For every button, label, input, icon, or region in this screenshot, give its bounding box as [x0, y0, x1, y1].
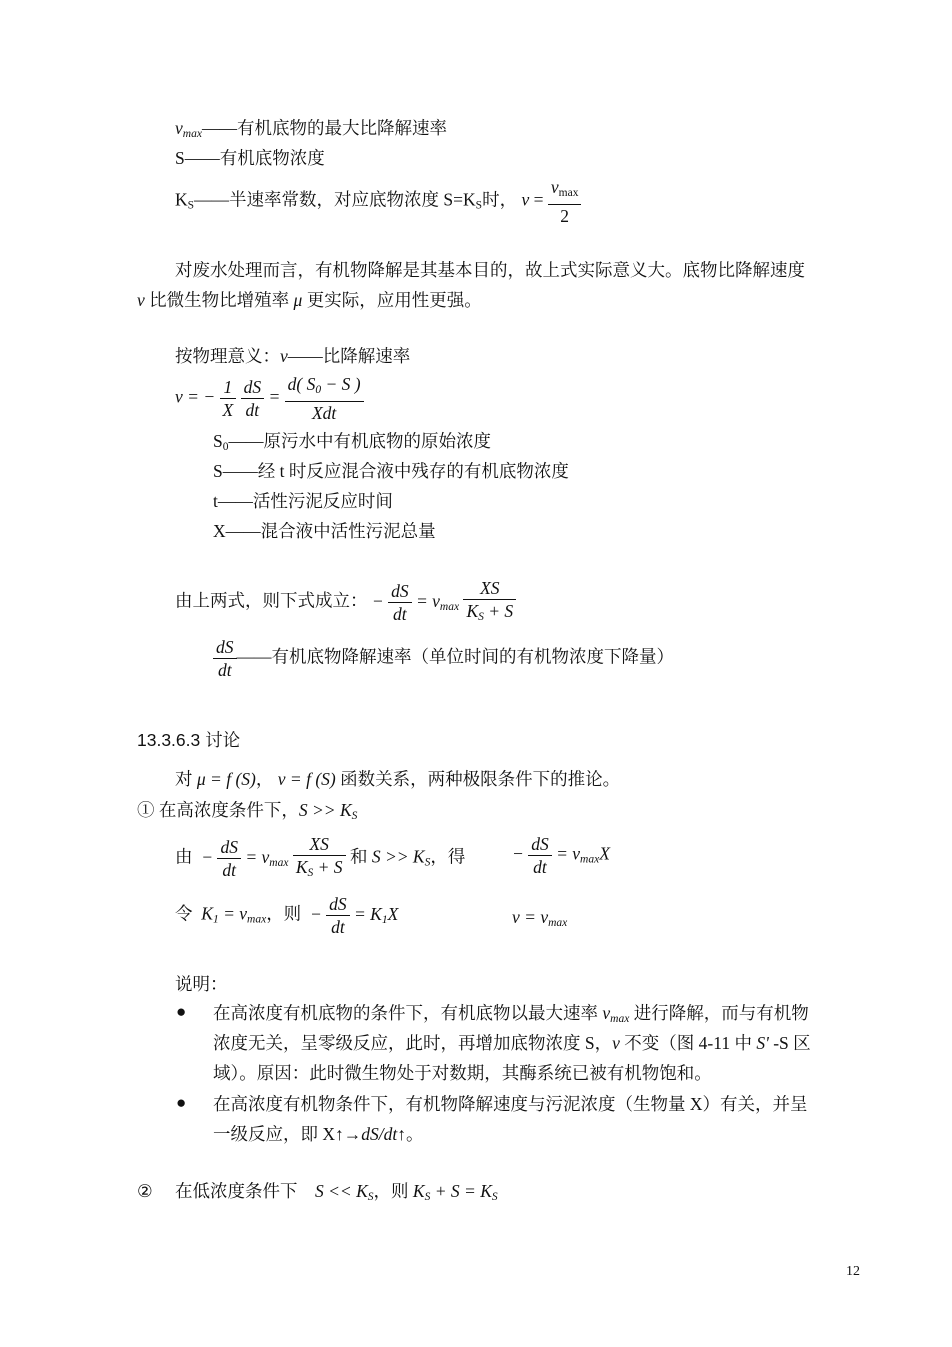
case2-line	[175, 1178, 498, 1210]
intro-sep: ，	[255, 769, 278, 789]
case2-cond-sub: S	[367, 1191, 374, 1203]
b1-text-b: 进行降解，而与有机物	[629, 1003, 809, 1023]
case2-label: ②	[137, 1181, 153, 1201]
def-desc: ——混合液中活性污泥总量	[225, 521, 436, 541]
k-sub: 1	[212, 913, 219, 926]
vmax-sub: max	[610, 1013, 630, 1025]
b2-l2b: ↑。	[397, 1124, 424, 1144]
vmax-sub: max	[548, 917, 568, 929]
frac-den: dt	[388, 602, 412, 625]
minus: −	[201, 846, 214, 867]
and: 和	[349, 846, 372, 867]
bullet1-line1	[213, 1000, 809, 1032]
eq2-row	[175, 893, 398, 938]
x: X	[599, 843, 610, 864]
frac2-den-s: + S	[483, 601, 514, 621]
page-number: 12	[846, 1264, 860, 1279]
bullet2-line1: 在高浓度有机物条件下，有机物降解速度与污泥浓度（生物量 X）有关，并呈	[213, 1094, 808, 1114]
case1-cond: S >> K	[298, 800, 352, 820]
bullet-dot-icon: ●	[176, 1002, 187, 1021]
def-desc: ——经 t 时反应混合液中残存的有机底物浓度	[222, 461, 569, 481]
ks-definition	[175, 176, 581, 227]
ks-symbol: K	[175, 189, 188, 210]
v-eq: v = v	[512, 907, 549, 927]
ks-time: 时，	[482, 189, 518, 210]
b1-text: 在高浓度有机底物的条件下，有机底物以最大速率	[213, 1003, 603, 1023]
eq2-v	[512, 904, 567, 936]
case2-cond: S << K	[315, 1181, 368, 1201]
rate-den: dt	[213, 658, 237, 681]
rate-definition	[213, 636, 674, 681]
k-sub: 1	[381, 913, 388, 926]
vmax-sub: max	[439, 600, 460, 613]
def-desc: ——原污水中有机底物的原始浓度	[228, 431, 491, 451]
ks-subscript: S	[187, 199, 195, 212]
case2-k: K	[412, 1181, 425, 1201]
frac3-num: d( S	[287, 374, 316, 394]
dsdt: dS/dt	[361, 1124, 398, 1144]
rate-num: dS	[216, 637, 234, 657]
def-t	[213, 488, 393, 514]
s-definition: S——有机底物浓度	[175, 148, 325, 168]
v-symbol: v	[137, 290, 145, 310]
case2-sub2: S	[491, 1191, 498, 1203]
bullet1-line3: 域）。原因：此时微生物处于对数期，其酶系统已被有机物饱和。	[213, 1063, 712, 1083]
def-sym: S	[213, 461, 223, 481]
v-symbol: v	[280, 346, 288, 366]
vmax-subscript: max	[182, 128, 202, 140]
def-x	[213, 518, 436, 544]
frac2-den-s: + S	[313, 857, 343, 877]
frac2-num: dS	[243, 377, 262, 397]
frac2-den-sub: S	[307, 867, 314, 879]
intro-pre: 对	[175, 769, 197, 789]
bullet2-line2	[213, 1121, 424, 1147]
equals: =	[268, 386, 285, 407]
frac-num: v	[550, 177, 559, 197]
eq1-row	[175, 833, 465, 884]
eq-v: = v	[218, 903, 248, 924]
minus: −	[371, 590, 384, 611]
case2-ze: ，则	[373, 1181, 413, 1201]
combined-text: 由上两式，则下式成立：	[175, 590, 368, 611]
frac-num: dS	[531, 834, 549, 854]
case2-eq: + S = K	[430, 1181, 492, 1201]
para1-mid: 比微生物比增殖率	[144, 290, 294, 310]
v-symbol: v	[521, 189, 530, 210]
frac-den: 2	[548, 204, 582, 227]
vmax-over-2-fraction	[548, 176, 582, 227]
frac-num: dS	[220, 837, 238, 857]
note-label: 说明：	[175, 974, 228, 994]
case1-line	[137, 797, 357, 829]
eq1-cond-sub: S	[424, 856, 431, 869]
vmax: v	[602, 1003, 611, 1023]
frac2-den-k: K	[466, 601, 479, 621]
section-intro	[175, 766, 620, 792]
eq1-cond: S >> K	[371, 846, 425, 867]
de: ，得	[430, 846, 466, 867]
eq-v: = v	[411, 590, 440, 611]
b1-l2c: -S 区	[768, 1033, 811, 1053]
vmax-sub: max	[269, 856, 289, 869]
frac2-den: dt	[241, 398, 265, 421]
frac2-num: XS	[309, 834, 329, 854]
v-definition-equation	[175, 373, 364, 424]
frac-den: dt	[326, 915, 350, 938]
vmax-sub: max	[580, 853, 600, 866]
eq-v: = v	[240, 846, 270, 867]
vmax-sub: max	[247, 913, 267, 926]
minus: −	[309, 903, 322, 924]
para1-line2	[137, 287, 482, 313]
vmax-definition	[175, 115, 447, 147]
section-title: 13.3.6.3 讨论	[137, 730, 241, 750]
def-sub: 0	[222, 441, 229, 453]
frac1-num: 1	[223, 377, 233, 397]
para1-line1: 对废水处理而言，有机物降解是其基本目的，故上式实际意义大。底物比降解速度	[175, 260, 805, 280]
def-sym: X	[213, 521, 226, 541]
bullet1-line2	[213, 1030, 811, 1056]
def-s0	[213, 428, 491, 460]
eq1-you: 由	[175, 846, 193, 867]
b1-l2a: 浓度无关，呈零级反应，此时，再增加底物浓度 S，	[213, 1033, 613, 1053]
def-s	[213, 458, 569, 484]
frac-den: dt	[217, 858, 241, 881]
intro-mu: μ = f (S)	[196, 769, 256, 789]
frac2-den-sub: S	[478, 611, 484, 623]
case2-text: 在低浓度条件下	[175, 1181, 298, 1201]
physical-label-line	[175, 343, 410, 369]
para1-end: 更实际，应用性更强。	[302, 290, 482, 310]
ling: 令	[175, 903, 193, 924]
equals: =	[529, 189, 548, 210]
def-sym: t	[213, 491, 218, 511]
s-prime: S'	[756, 1033, 769, 1053]
case1-sub: S	[351, 810, 358, 822]
def-desc: ——活性污泥反应时间	[217, 491, 393, 511]
mu-symbol: μ	[293, 290, 303, 310]
frac2-num: XS	[480, 578, 500, 598]
k: K	[201, 903, 213, 924]
b2-l2a: 一级反应，即 X↑→	[213, 1124, 362, 1144]
rate-desc: ——有机底物降解速率（单位时间的有机物浓度下降量）	[236, 646, 674, 667]
physical-desc: ——比降解速率	[287, 346, 411, 366]
physical-label: 按物理意义：	[175, 346, 280, 366]
v: v	[612, 1033, 620, 1053]
ks-desc: ——半速率常数，对应底物浓度 S=K	[194, 189, 476, 210]
vmax-symbol: v	[175, 118, 183, 138]
frac3-num-sub: 0	[315, 384, 322, 396]
minus: −	[512, 843, 524, 864]
frac2-den-k: K	[295, 857, 308, 877]
bullet-dot-icon: ●	[176, 1093, 187, 1112]
frac-num-sub: max	[558, 187, 579, 199]
x: X	[387, 903, 399, 924]
vmax-desc: ——有机底物的最大比降解速率	[201, 118, 447, 138]
intro-end: 函数关系，两种极限条件下的推论。	[335, 769, 621, 789]
ze: ，则	[266, 903, 302, 924]
frac-num: dS	[329, 894, 347, 914]
eq-k: = K	[349, 903, 382, 924]
def-sym: S	[213, 431, 223, 451]
b1-l2b: 不变（图 4-11 中	[619, 1033, 757, 1053]
frac-den: dt	[528, 855, 552, 878]
case2-sub1: S	[424, 1191, 431, 1203]
eq-v: = v	[551, 843, 581, 864]
case1-label: ① 在高浓度条件下，	[137, 800, 299, 820]
combined-equation-line	[175, 577, 516, 628]
frac-num: dS	[391, 581, 409, 601]
eq1-result	[512, 833, 610, 878]
intro-v: v = f (S)	[277, 769, 336, 789]
frac3-den: Xdt	[285, 401, 364, 424]
eq-lhs: v = −	[175, 386, 216, 407]
ks-subscript-2: S	[475, 199, 483, 212]
frac3-num-end: − S )	[321, 374, 361, 394]
frac1-den: X	[220, 398, 237, 421]
